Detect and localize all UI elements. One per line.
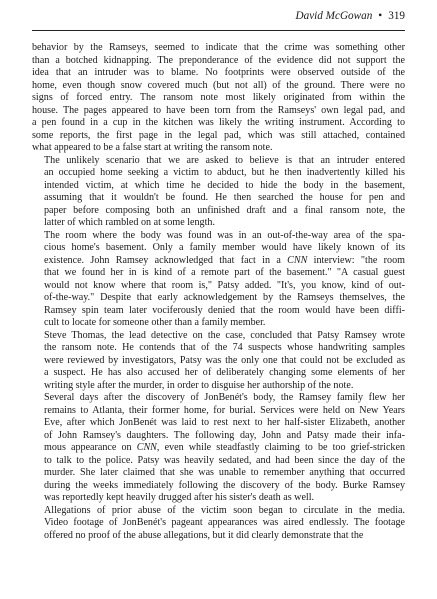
text-line: a pen found in a cup in the kitchen was likely the writing instrument. According to <box>32 117 405 128</box>
text-line: idea that an intruder was to blame. No footprints were observed outside of the <box>32 67 405 78</box>
text-line: Steve Thomas, the lead detective on the case, concluded that Patsy Ramsey wrote <box>44 329 405 341</box>
text-line: behavior by the Ramseys, seemed to indicate that the crime was something other <box>32 42 405 53</box>
text-line: of John Ramsey's daughters. The following day, John and Patsy made their infa- <box>44 429 405 441</box>
paragraph <box>32 505 405 543</box>
paragraph <box>32 330 405 393</box>
text-line: murder. She later claimed that she was unable to remember anything that occurred <box>44 467 405 478</box>
text-line: would not know where that room is," Patsy added. "It's, you know, kind of out- <box>44 279 405 291</box>
text-line: home, even though snow covered much (but not all) of the ground. There were no <box>32 79 405 91</box>
text-line: The unlikely scenario that we are asked to believe is that an intruder entered <box>44 154 405 166</box>
running-header <box>32 10 405 30</box>
text-line: house. The pages appeared to have been torn from the Ramseys' own legal pad, and <box>32 104 405 116</box>
text-line: intended victim, at which time he decided to hide the body in the basement, <box>44 179 405 191</box>
text-line: writing style after the murder, in order to disguise her authorship of the note. <box>44 379 354 391</box>
text-line: that we found her in is kind of a remote part of the basement." "A casual guest <box>44 267 405 278</box>
text-line: assuming that it wouldn't be found. He then searched the house for pen and <box>44 192 405 203</box>
text-line: some reports, the first page in the legal pad, which was still attached, contained <box>32 129 405 141</box>
text-line: existence. John Ramsey acknowledged that fact in a CNN interview: "the room <box>44 254 405 266</box>
text-line: what appeared to be a false start at writing the ransom note. <box>32 142 273 153</box>
text-line: latter of which rambled on at some length. <box>44 217 215 228</box>
text-line: remains to Atlanta, their former home, for burial. Services were held on New Years <box>44 404 405 416</box>
text-line: The room where the body was found was in an out-of-the-way area of the spa- <box>44 229 405 241</box>
text-line: cious home's basement. Only a family member would have likely known of its <box>44 242 405 253</box>
running-title: David McGowan <box>295 10 373 22</box>
paragraph <box>32 230 405 330</box>
text-line: signs of forced entry. The ransom note most likely originated from within the <box>32 92 405 103</box>
text-line: the ransom note. He contends that of the 74 suspects whose handwriting samples <box>44 342 405 353</box>
text-line: paper before composing both an unfinished draft and a final ransom note, the <box>44 204 405 216</box>
text-line: of-the-way." Despite that early acknowledgement by the Ramseys themselves, the <box>44 292 405 303</box>
text-line: Ramsey spin team later vociferously denied that the room would have been diffi- <box>44 304 405 316</box>
text-line: Allegations of prior abuse of the victim soon began to circulate in the media. <box>44 504 405 516</box>
text-line: to talk to the police. Patsy was heavily sedated, and had been since the day of the <box>44 454 405 466</box>
text-line: an occupied home seeking a victim to abduct, but he then inadvertently killed his <box>44 167 405 178</box>
text-line: were reviewed by investigators, Patsy was the only one that could not be excluded as <box>44 354 405 366</box>
page-number: 319 <box>388 10 405 22</box>
text-line: mous appearance on CNN, even while steadfastly claiming to be too grief-stricken <box>44 442 405 453</box>
text-line: a suspect. He has also accused her of deliberately changing some elements of her <box>44 367 405 378</box>
paragraph <box>32 155 405 230</box>
text-line: was reportedly kept heavily drugged after his sister's death as well. <box>44 492 315 503</box>
header-rule <box>32 30 405 31</box>
text-line: offered no proof of the abuse allegations, but it did clearly demonstrate that the <box>44 529 364 541</box>
paragraph <box>32 42 405 155</box>
paragraph <box>32 392 405 505</box>
body-text <box>32 42 405 542</box>
text-line: Several days after the discovery of JonBenét's body, the Ramsey family flew her <box>44 392 405 403</box>
text-line: than a botched kidnapping. The preponderance of the evidence did not support the <box>32 54 405 66</box>
text-line: Video footage of JonBenét's pageant appearances was aired endlessly. The footage <box>44 517 405 528</box>
text-line: Eve, after which JonBenét was laid to rest next to her half-sister Elizabeth, another <box>44 417 405 428</box>
text-line: during the weeks immediately following the discovery of the body. Burke Ramsey <box>44 479 405 491</box>
header-separator: • <box>378 10 383 22</box>
text-line: cult to locate for someone other than a family member. <box>44 317 266 328</box>
